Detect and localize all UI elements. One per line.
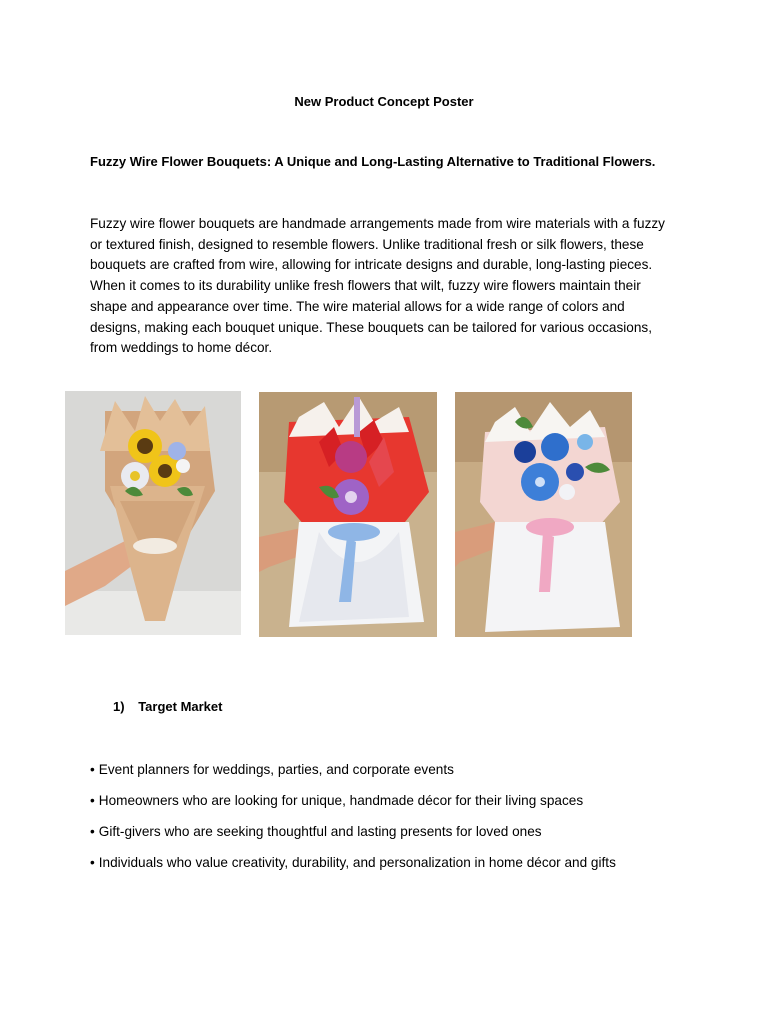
list-item-text: Gift-givers who are seeking thoughtful and lasting presents for loved ones	[98, 824, 542, 839]
intro-paragraph	[90, 214, 690, 359]
intro-line: or textured finish, designed to resemble flowers. Unlike traditional fresh or silk flowers, these	[90, 236, 644, 252]
page-title: New Product Concept Poster	[294, 94, 474, 109]
list-item	[90, 792, 730, 823]
lily-bouquet-photo	[259, 392, 437, 637]
intro-line: shape and appearance over time. The wire material allows for a wide range of colors and	[90, 298, 625, 314]
target-market-heading	[113, 699, 222, 714]
section-number: 1)	[113, 699, 125, 714]
intro-line: designs, making each bouquet unique. These bouquets can be tailored for various occasions,	[90, 319, 652, 335]
product-subtitle: Fuzzy Wire Flower Bouquets: A Unique and Long-Lasting Alternative to Traditional Flowers.	[90, 154, 656, 169]
sunflower-bouquet-photo	[65, 391, 241, 635]
bullet-glyph: •	[90, 793, 95, 808]
bullet-glyph: •	[90, 824, 95, 839]
list-item-text: Homeowners who are looking for unique, handmade décor for their living spaces	[98, 793, 584, 808]
intro-line: bouquets are crafted from wire, allowing for intricate designs and durable, long-lasting pieces.	[90, 257, 653, 273]
intro-line: When it comes to its durability unlike fresh flowers that wilt, fuzzy wire flowers maintain their	[90, 278, 641, 294]
list-item-text: Individuals who value creativity, durability, and personalization in home décor and gifts	[98, 855, 616, 870]
blue-bouquet-photo	[455, 392, 632, 637]
bullet-glyph: •	[90, 762, 95, 777]
intro-line: Fuzzy wire flower bouquets are handmade arrangements made from wire materials with a fuzzy	[90, 216, 665, 231]
list-item-text: Event planners for weddings, parties, and corporate events	[98, 762, 454, 777]
target-market-list	[90, 761, 730, 885]
bullet-glyph: •	[90, 855, 95, 870]
list-item	[90, 761, 730, 792]
section-title: Target Market	[138, 699, 223, 714]
intro-line: from weddings to home décor.	[90, 340, 273, 356]
list-item	[90, 823, 730, 854]
list-item	[90, 854, 730, 885]
